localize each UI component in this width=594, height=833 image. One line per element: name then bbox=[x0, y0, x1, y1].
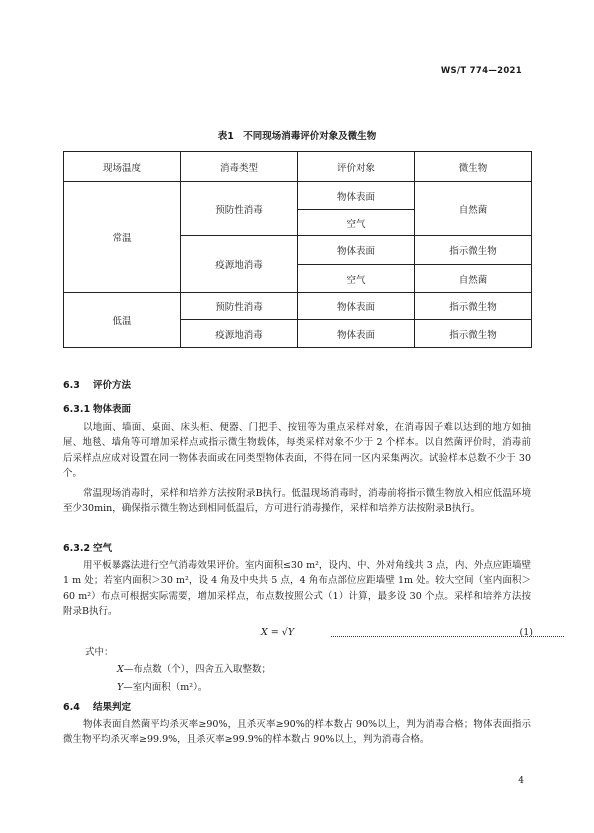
evaluation-table bbox=[63, 151, 532, 348]
cell-air: 空气 bbox=[298, 210, 415, 236]
cell-natural: 自然菌 bbox=[415, 265, 532, 293]
formula-expression: X = √Y bbox=[261, 627, 295, 638]
where-label: 式中： bbox=[85, 647, 114, 658]
cell-epidemic: 疫源地消毒 bbox=[181, 236, 298, 293]
paragraph-temperature-method: 常温现场消毒时，采样和培养方法按附录B执行。低温现场消毒时，消毒前将指示微生物放入相应低温环境至少30min，确保指示微生物达到相同低温后，方可进行消毒操作，采样和培养方法按附录B执行。 bbox=[63, 488, 531, 515]
cell-indicator: 指示微生物 bbox=[415, 293, 532, 320]
cell-preventive: 预防性消毒 bbox=[181, 182, 298, 236]
header-microorganism: 微生物 bbox=[415, 152, 532, 182]
variable-symbol: Y bbox=[117, 682, 124, 693]
formula-number: (1) bbox=[519, 627, 533, 638]
table-title: 表1 不同现场消毒评价对象及微生物 bbox=[217, 131, 377, 142]
cell-low-temp: 低温 bbox=[64, 293, 181, 348]
section-6-3-heading bbox=[63, 377, 131, 391]
table-row bbox=[64, 293, 532, 320]
section-6-4-heading bbox=[63, 699, 131, 713]
section-title: 空气 bbox=[93, 543, 113, 554]
cell-preventive: 预防性消毒 bbox=[181, 293, 298, 320]
variable-y-definition bbox=[117, 679, 207, 693]
paragraph-air-sampling: 用平板暴露法进行空气消毒效果评价。室内面积≤30 m²，设内、中、外对角线共 3 点，内、外点应距墙壁 1 m 处；若室内面积＞30 m²，设 4 角及中央共 5 点，4 角布点部位应距墙壁 1m 处。较大空间（室内面积＞60 m²）布点可根据实际需要，增加采样点，布点数按照公式（1）计算，最多设 30 个点。采样和培养方法按附录B执行。 bbox=[63, 560, 531, 618]
variable-description: —室内面积（m²）。 bbox=[123, 682, 208, 693]
table-row bbox=[64, 182, 532, 210]
page-number: 4 bbox=[518, 776, 524, 786]
header-evaluation-object: 评价对象 bbox=[298, 152, 415, 182]
section-number: 6.3.1 bbox=[63, 404, 91, 415]
paragraph-result-judgment: 物体表面自然菌平均杀灭率≥90%，且杀灭率≥90%的样本数占 90%以上，判为消毒合格；物体表面指示微生物平均杀灭率≥99.9%，且杀灭率≥99.9%的样本数占 90%以上，判为消毒合格。 bbox=[63, 719, 531, 746]
section-title: 评价方法 bbox=[93, 380, 132, 391]
section-number: 6.4 bbox=[63, 702, 80, 713]
section-title: 物体表面 bbox=[93, 404, 132, 415]
section-6-3-1-heading bbox=[63, 401, 131, 415]
standard-code: WS/T 774—2021 bbox=[440, 66, 522, 76]
variable-symbol: X bbox=[117, 664, 124, 675]
variable-x-definition bbox=[117, 661, 271, 675]
cell-surface: 物体表面 bbox=[298, 236, 415, 265]
variable-description: —布点数（个），四舍五入取整数； bbox=[123, 664, 272, 675]
section-number: 6.3 bbox=[63, 380, 80, 391]
cell-surface: 物体表面 bbox=[298, 182, 415, 210]
formula-1 bbox=[63, 627, 533, 641]
cell-air: 空气 bbox=[298, 265, 415, 293]
cell-indicator: 指示微生物 bbox=[415, 320, 532, 348]
cell-natural: 自然菌 bbox=[415, 182, 532, 236]
cell-surface: 物体表面 bbox=[298, 293, 415, 320]
cell-indicator: 指示微生物 bbox=[415, 236, 532, 265]
cell-surface: 物体表面 bbox=[298, 320, 415, 348]
header-disinfection-type: 消毒类型 bbox=[181, 152, 298, 182]
table-header-row bbox=[64, 152, 532, 182]
section-title: 结果判定 bbox=[93, 702, 132, 713]
cell-normal-temp: 常温 bbox=[64, 182, 181, 293]
section-number: 6.3.2 bbox=[63, 543, 91, 554]
header-temperature: 现场温度 bbox=[64, 152, 181, 182]
section-6-3-2-heading bbox=[63, 540, 112, 554]
paragraph-surface-sampling: 以地面、墙面、桌面、床头柜、便器、门把手、按钮等为重点采样对象，在消毒因子难以达到的地方如抽屉、地毯、墙角等可增加采样点或指示微生物载体，每类采样对象不少于 2 个样本。以自然菌评价时，消毒前后采样点应成对设置在同一物体表面或在同类型物体表面，不得在同一区内采集两次。试验样本总数不少于 30 个。 bbox=[63, 422, 531, 480]
cell-epidemic: 疫源地消毒 bbox=[181, 320, 298, 348]
